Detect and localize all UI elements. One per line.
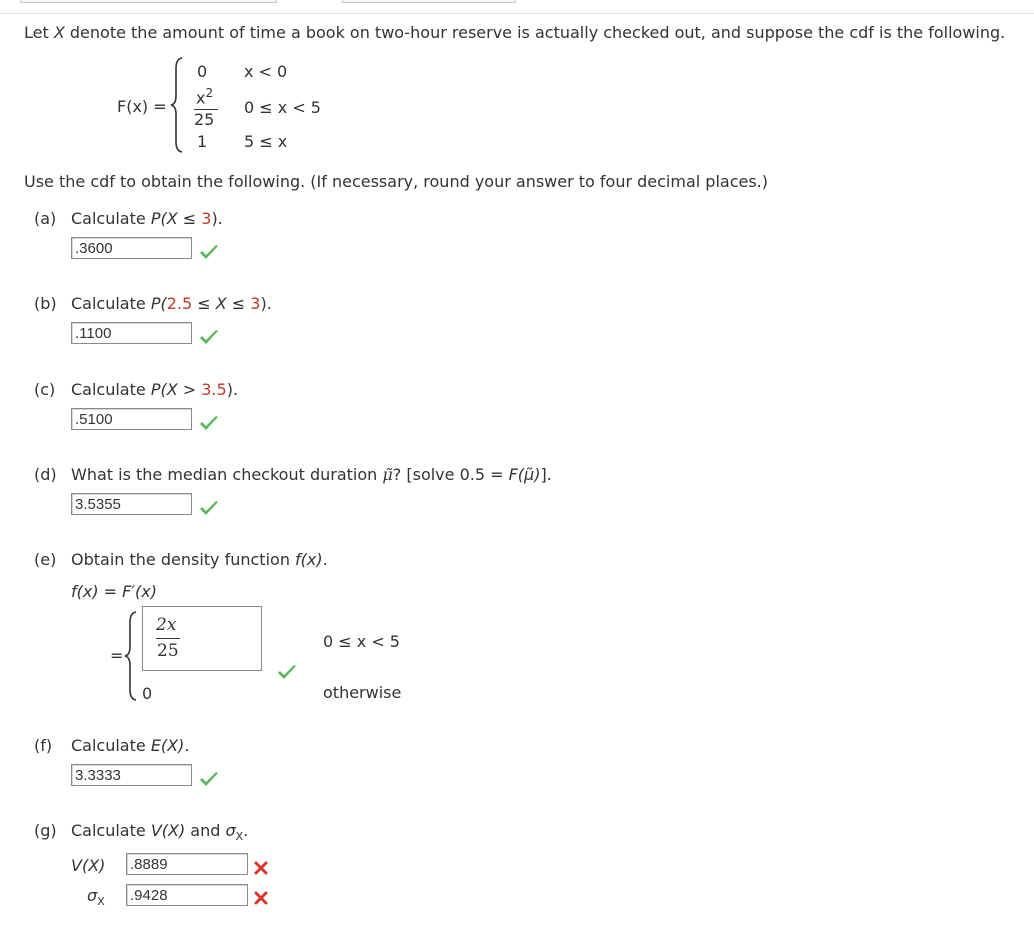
part-b-expr-open: P( [150, 294, 167, 313]
cdf-case1-condition: x < 0 [244, 62, 288, 81]
part-c-letter: (c) [34, 380, 56, 399]
part-b-close: ). [260, 294, 272, 313]
x-mark-icon [254, 891, 268, 905]
part-e-expr: f(x) [295, 550, 323, 569]
part-f-pre: Calculate [71, 736, 151, 755]
part-d-text-end: ]. [540, 465, 552, 484]
part-g-mid: and [185, 821, 226, 840]
intro-text-end: denote the amount of time a book on two-hour reserve is actually checked out, and suppose the cdf is the following. [64, 23, 1006, 42]
part-e-close: . [322, 550, 328, 569]
part-b-value-low: 2.5 [166, 294, 193, 313]
part-g-letter: (g) [34, 821, 57, 840]
part-g-pre: Calculate [71, 821, 151, 840]
part-f-letter: (f) [34, 736, 53, 755]
check-icon [199, 771, 219, 787]
problem-intro [24, 23, 1005, 42]
part-d-text-start: What is the median checkout duration [71, 465, 383, 484]
part-d-text-mid: ? [solve 0.5 = [392, 465, 509, 484]
part-e-case2-value: 0 [142, 684, 153, 703]
part-a-question [71, 209, 223, 228]
cdf-case2-condition: 0 ≤ x < 5 [244, 98, 321, 117]
part-e-brace [124, 610, 138, 702]
cdf-case1-value: 0 [197, 62, 208, 81]
part-c-pre: Calculate [71, 380, 151, 399]
part-b-expr-mid: ≤ X ≤ [192, 294, 251, 313]
part-g-question [71, 821, 248, 843]
part-g-sigma-label [87, 886, 105, 908]
x-mark-icon [254, 861, 268, 875]
part-c-expr: P(X > [150, 380, 202, 399]
part-g-sigma-label-subscript: X [97, 895, 105, 909]
part-e-case2-condition: otherwise [323, 683, 402, 702]
part-e-answer-numerator: 2x [156, 615, 177, 635]
part-g-variance-label: V(X) [71, 856, 106, 875]
part-c-value: 3.5 [201, 380, 227, 399]
part-c-answer-input[interactable]: .5100 [71, 408, 192, 430]
part-d-median-symbol: μ̃ [382, 465, 393, 484]
part-a-expr: P(X ≤ [150, 209, 202, 228]
part-e-fraction-bar [156, 638, 180, 639]
top-tab-left [20, 0, 277, 3]
check-icon [199, 500, 219, 516]
part-c-question [71, 380, 238, 399]
part-g-variance-input[interactable]: .8889 [126, 853, 248, 875]
part-e-case1-condition: 0 ≤ x < 5 [323, 632, 400, 651]
part-e-letter: (e) [34, 550, 57, 569]
part-f-answer-input[interactable]: 3.3333 [71, 764, 192, 786]
cdf-case3-condition: 5 ≤ x [244, 132, 288, 151]
part-a-pre: Calculate [71, 209, 151, 228]
part-a-answer-input[interactable]: .3600 [71, 237, 192, 259]
part-b-value-high: 3 [250, 294, 261, 313]
part-e-equals: = [110, 646, 124, 665]
part-d-answer-input[interactable]: 3.5355 [71, 493, 192, 515]
cdf-brace [170, 56, 184, 154]
part-f-close: . [184, 736, 190, 755]
part-f-question [71, 736, 189, 755]
part-g-sigma: σ [225, 821, 236, 840]
part-e-pre: Obtain the density function [71, 550, 296, 569]
cdf-label: F(x) = [117, 97, 167, 116]
part-c-close: ). [226, 380, 239, 399]
instruction-text: Use the cdf to obtain the following. (If necessary, round your answer to four decimal places.) [24, 172, 769, 191]
cdf-case2-x: x [196, 88, 206, 108]
part-f-expr: E(X) [150, 736, 185, 755]
intro-variable: X [53, 23, 65, 42]
part-g-sigma-subscript: X [235, 830, 244, 844]
cdf-case2-exponent: 2 [205, 86, 214, 100]
check-icon [277, 664, 297, 680]
part-a-letter: (a) [34, 209, 57, 228]
check-icon [199, 415, 219, 431]
top-tab-right [342, 0, 516, 3]
part-d-letter: (d) [34, 465, 57, 484]
part-b-question [71, 294, 272, 313]
part-e-answer-input[interactable] [142, 606, 262, 671]
part-g-expr: V(X) [150, 821, 186, 840]
intro-text-start: Let [24, 23, 54, 42]
cdf-case3-value: 1 [197, 132, 208, 151]
part-g-sigma-symbol: σ [87, 886, 98, 905]
cdf-case2-denominator: 25 [194, 110, 215, 129]
part-a-close: ). [211, 209, 223, 228]
part-e-definition: f(x) = F′(x) [71, 582, 157, 601]
cdf-case2-numerator [196, 86, 213, 107]
part-b-pre: Calculate [71, 294, 151, 313]
part-b-letter: (b) [34, 294, 57, 313]
part-b-answer-input[interactable]: .1100 [71, 322, 192, 344]
part-g-close: . [243, 821, 249, 840]
part-e-answer-denominator: 25 [157, 641, 179, 661]
part-g-sigma-input[interactable]: .9428 [126, 884, 248, 906]
check-icon [199, 244, 219, 260]
part-e-question [71, 550, 328, 569]
part-d-question [71, 465, 552, 484]
part-a-value: 3 [201, 209, 212, 228]
part-d-expr: F(μ̃) [508, 465, 541, 484]
check-icon [199, 329, 219, 345]
